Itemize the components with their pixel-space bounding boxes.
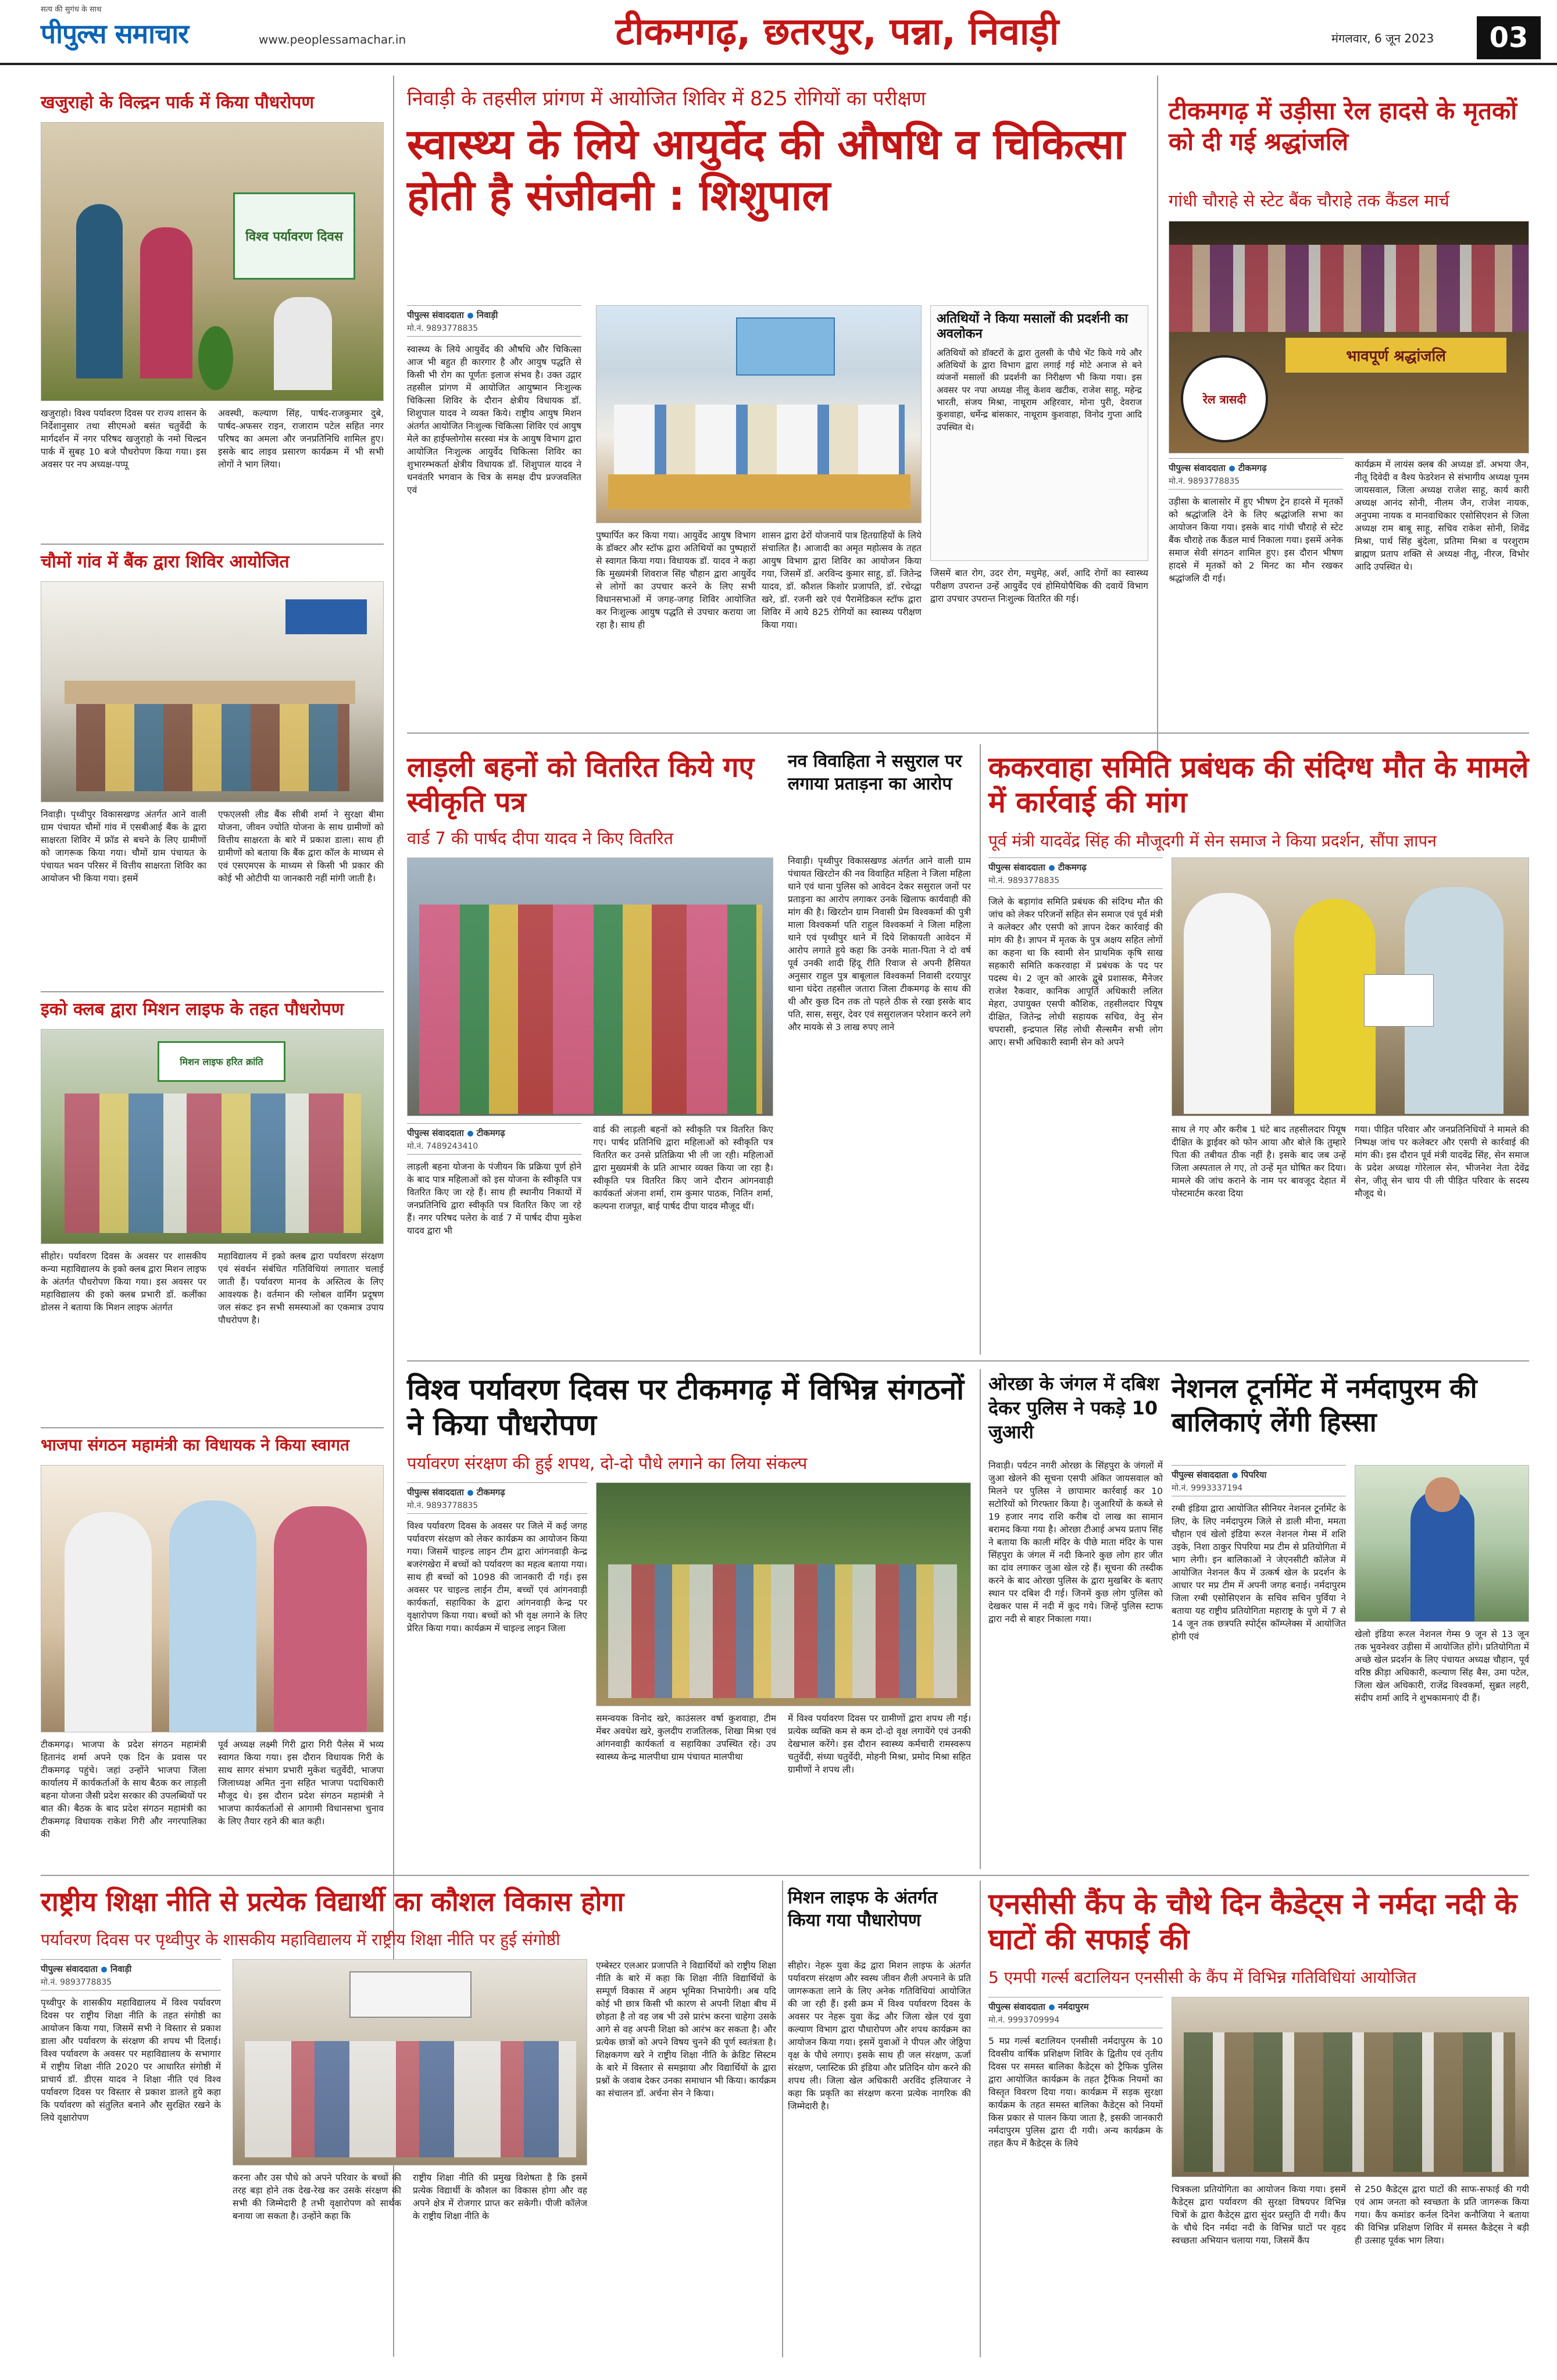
sidebar-box-spice-exhibition — [930, 305, 1148, 561]
story-body-chaumon: निवाड़ी। पृथ्वीपुर विकासखण्ड अंतर्गत आने वाली ग्राम पंचायत चौमों गांव में एसबीआई बैंक के द्वारा साक्षरता शिविर में फ्रॉड से बचने के लिए ग्रामीणों को जागरूक किया गया। चौमों ग्राम पंचायत के पंचायत भवन परिसर में वित्तीय साक्षरता शिविर का आयोजन भी किया गया। इसमें — [41, 809, 206, 884]
story-body-bjp: टीकमगढ़। भाजपा के प्रदेश संगठन महामंत्री हितानंद शर्मा अपने एक दिन के प्रवास पर टीकमगढ़ पहुंचे। जहां उन्होंने भाजपा जिला कार्यालय में कार्यकर्ताओं के साथ बैठक कर लाड़ली बहना योजना जैसी प्रदेश सरकार की उपलब्धियों पर बात की। बैठक के बाद प्रदेश संगठन महामंत्री का टीकमगढ़ विधायक राकेश गिरी और नगरपालिका की — [41, 1739, 206, 1839]
crowd — [1169, 245, 1529, 332]
sidebar-box-text: अतिथियों को डॉक्टरों के द्वारा तुलसी के पौधे भेंट किये गये और अतिथियों के द्वारा विभाग द्वारा लगाई गई मोटे अनाज से बने व्यंजनों मसालों की प्रदर्शनी का निरीक्षण भी किया गया। इस अवसर पर नपा अध्यक्ष नीलू केशव खटीक, राजेश साहू, महेन्द्र भारती, संजय मिश्रा, नाथूराम अहिरवार, मोना पुरी, देवराज कुशवाहा, धर्मेन्द्र बांसकार, नाथूराम कुशवाहा, विनोद गुप्ता आदि उपस्थित थे। — [937, 347, 1142, 433]
mission-life-headline: मिशन लाइफ के अंतर्गत किया गया पौधारोपण — [788, 1888, 938, 1931]
national-body: रग्बी इंडिया द्वारा आयोजित सीनियर नेशनल टूर्नामेंट के लिए, के लिए नर्मदापुरम जिले से डाली मीना, ममता चौहान एवं खेलो इंडिया रूरल नेशनल गेम्स में शशि उइके, निशा ठाकुर पिपरिया मप्र टीम से प्रतियोगिता में भाग लेगी। इन बालिकाओं ने जेएनसीटी कॉलेज में आयोजित नेशनल कैंप में उत्कर्ष खेल के प्रदर्शन के आधार पर मप्र टीम में अपनी जगह बनाई। नर्मदापुरम जिला रग्बी एसोसिएशन के सचिव सचिन पुर्विया ने बताया यह राष्ट्रीय प्रतियोगिता महाराष्ट्र के पुणे में 7 से 14 जून तक छत्रपति स्पोर्ट्स कॉम्प्लेक्स में आयोजित होगी एवं — [1172, 1503, 1346, 1642]
bjp-welcome-photo — [41, 1465, 384, 1732]
byline-dot — [467, 1490, 473, 1496]
person-figure — [1294, 899, 1376, 1114]
mission-life-banner: मिशन लाइफ हरित क्रांति — [158, 1041, 285, 1082]
kakarwaha-headline: ककरवाहा समिति प्रबंधक की संदिग्ध मौत के मामले में कार्रवाई की मांग — [988, 751, 1529, 819]
byline-name: पीपुल्स संवाददाता — [1169, 463, 1226, 473]
page-number: 03 — [1477, 16, 1541, 59]
national-byline — [1172, 1465, 1346, 1481]
lead-body-box-after: जिसमें बात रोग, उदर रोग, मधुमेह, अर्श, आदि रोगों का स्वास्थ्य परीक्षण उपरान्त उन्हें आयुर्वेद एवं होमियोपैथिक की दवायें विभाग द्वारा उपचार उपरान्त निःशुल्क वितरित की गई। — [930, 568, 1148, 604]
byline-name: पीपुल्स संवाददाता — [407, 310, 464, 320]
khajuraho-plantation-photo — [41, 122, 384, 401]
kakarwaha-subhead: पूर्व मंत्री यादवेंद्र सिंह की मौजूदगी में सेन समाज ने किया प्रदर्शन, सौंपा ज्ञापन — [988, 831, 1437, 850]
seminar-banner — [349, 1971, 472, 2018]
kakarwaha-body-cont: साथ ले गए और करीब 1 घंटे बाद तहसीलदार पियूष दीक्षित के ड्राईवर को फोन आया और बोले कि तुम्हारे पिता की तबीयत ठीक नहीं है। इसके बाद जब उन्हें जिला अस्पताल ले गए, तो उन्हें मृत घोषित कर दिया। मामले की जांच कराने के नाम पर बावजूद देहात में पोस्टमार्टम करवा दिया — [1172, 1124, 1346, 1199]
ncc-mobile: मो.नं. 9993709994 — [988, 2014, 1163, 2028]
story-body-chaumon-cont: एफएलसी लीड बैंक सीबी शर्मा ने सुरक्षा बीमा योजना, जीवन ज्योति योजना के साथ ग्रामीणों को वित्तीय साक्षरता के बारे में प्रकाश डाला। साथ ही ग्रामीणों को बताया कि बैंक द्वारा कॉल के माध्यम से एवं एसएमएस के माध्यम से किसी भी प्रकार की कोई भी ओटीपी या जानकारी नहीं मांगी जाती है। — [218, 809, 384, 884]
ncc-body-cont: चित्रकला प्रतियोगिता का आयोजन किया गया। इसमें कैडेट्स द्वारा पर्यावरण की सुरक्षा विषयपर विभिन्न चित्रों के द्वारा कैडेट्स द्वारा सुंदर प्रस्तुति दी गयी। कैंप के चौथे दिन नर्मदा नदी के विभिन्न घाटों पर वृहद स्वच्छता अभियान चलाया गया, जिसमें कैंप — [1172, 2184, 1346, 2246]
player-portrait-photo — [1355, 1465, 1529, 1622]
section-divider — [407, 732, 1529, 734]
region-title: टीकमगढ़, छतरपुर, पन्ना, निवाड़ी — [615, 10, 1059, 53]
tribute-body: उड़ीसा के बालासोर में हुए भीषण ट्रेन हादसे में मृतकों को श्रद्धांजलि देने के लिए श्रद्धांजलि सभा का आयोजन किया गया। इसके बाद गांधी चौराहे से स्टेट बैंक चौराहे तक कैंडल मार्च निकाला गया। इसमें अनेक समाज सेवी संगठन शामिल हुए। इस दौरान भीषण हादसे में मृतकों को 2 मिनट का मौन रखकर श्रद्धांजलि दी गई। — [1169, 496, 1343, 584]
masthead-logo — [41, 15, 256, 48]
byline-dot — [1232, 1473, 1238, 1478]
byline-place: नर्मदापुरम — [1058, 2002, 1089, 2012]
section-divider — [41, 991, 384, 992]
ncc-subhead: 5 एमपी गर्ल्स बटालियन एनसीसी के कैंप में विभिन्न गतिविधियां आयोजित — [988, 1968, 1416, 1987]
orchha-headline: ओरछा के जंगल में दबिश देकर पुलिस ने पकड़े 10 जुआरी — [988, 1373, 1159, 1443]
env-headline: विश्व पर्यावरण दिवस पर टीकमगढ़ में विभिन्न संगठनों ने किया पौधरोपण — [407, 1373, 965, 1442]
section-divider — [407, 1360, 1529, 1361]
byline-dot — [1049, 2004, 1055, 2010]
children-group — [608, 1564, 957, 1698]
lead-body-col1: स्वास्थ्य के लिये आयुर्वेद की औषधि और चिकित्सा आज भी बहुत ही कारगार है और आयुष पद्धति से किसी भी रोग का पूर्णतः इलाज संभव है। उक्त उद्गार तहसील प्रांगण में आयोजित आयुष्मान निःशुल्क चिकित्सा शिविर के दौरान क्षेत्रीय विधायक डॉ. शिशुपाल यादव ने व्यक्त किये। राष्ट्रीय आयुष मिशन अंतर्गत आयोजित निःशुल्क चिकित्सा शिविर एवं आयुष मेले का हाईफ्लोगोस सरस्वा मंत्र के आयुष विभाग द्वारा आयोजित निःशुल्क आयुर्वेद चिकित्सा शिविर का शुभारम्भकर्ता क्षेत्रीय विधायक डॉ. शिशुपाल यादव ने धनवंतरि भगवान के चित्र के समक्ष दीप प्रज्जवलित एवं — [407, 344, 581, 495]
player-face — [1425, 1477, 1460, 1512]
column-divider — [980, 744, 981, 1355]
byline-name: पीपुल्स संवाददाता — [988, 862, 1045, 873]
masthead-website: www.peoplessamachar.in — [259, 33, 406, 47]
kakarwaha-byline — [988, 857, 1163, 873]
story-heading-bjp: भाजपा संगठन महामंत्री का विधायक ने किया स्वागत — [41, 1435, 349, 1455]
person-figure — [274, 297, 332, 390]
byline-place: निवाड़ी — [476, 310, 498, 320]
byline-place: पिपरिया — [1241, 1470, 1267, 1480]
sapling — [198, 326, 233, 390]
bride-headline: नव विवाहिता ने ससुराल पर लगाया प्रताड़ना का आरोप — [788, 751, 962, 794]
kakarwaha-body: जिले के बड़ागांव समिति प्रबंधक की संदिग्ध मौत की जांच को लेकर परिजनों सहित सेन समाज एवं पूर्व मंत्री ने कलेक्टर और एसपी को ज्ञापन देकर कार्रवाई की मांग की है। ज्ञापन में मृतक के पुत्र अक्षय सहित लोगों का कहना था कि स्वामी सेन प्राथमिक कृषि साख सहकारी समिति ककरवाहा में प्रबंधक के पद पर पदस्थ थे। 2 जून को आरके द्वुबे प्रशासक, मैनेजर राजेश रैकवार, कानिक आपूर्ति अधिकारी ललित मेहरा, उपायुक्त एसपी कौशिक, तहसीलदार पियूष दीक्षित, जितेन्द्र लोधी सहायक सचिव, वेनु सेन चपरासी, इन्द्रपाल सिंह लोधी सैल्समैन सभी लोग आए। सभी अधिकारी स्वामी सेन को अपने — [988, 896, 1163, 1048]
byline-place: टीकमगढ़ — [1058, 862, 1087, 873]
person-figure — [76, 204, 123, 378]
env-plantation-photo — [596, 1482, 971, 1706]
masthead — [0, 0, 1557, 65]
audience — [76, 704, 349, 791]
byline-place: टीकमगढ़ — [476, 1128, 505, 1138]
byline-dot — [467, 313, 473, 319]
masthead-date: मंगलवार, 6 जून 2023 — [1331, 31, 1434, 45]
ayurved-camp-photo — [596, 305, 922, 523]
guests-on-stage — [614, 405, 905, 474]
tribute-headline: टीकमगढ़ में उड़ीसा रेल हादसे के मृतकों को दी गई श्रद्धांजलि — [1169, 97, 1517, 156]
education-headline: राष्ट्रीय शिक्षा नीति से प्रत्येक विद्यार्थी का कौशल विकास होगा — [41, 1886, 624, 1917]
sidebar-box-heading: अतिथियों ने किया मसालों की प्रदर्शनी का अवलोकन — [937, 312, 1129, 342]
mission-life-body: सीहोर। नेहरू युवा केंद्र द्वारा मिशन लाइफ के अंतर्गत पर्यावरण संरक्षण और स्वस्थ जीवन शैली अपनाने के प्रति जागरूकता लाने के लिए अनेक गतिविधियां आयोजित की जा रही हैं। इसी क्रम में विश्व पर्यावरण दिवस के अवसर पर नेहरू युवा केंद्र और जिला खेल एवं युवा कल्याण विभाग द्वारा पौधारोपण और शपथ कार्यक्रम का आयोजन किया गया। इसमें युवाओं ने पीपल और जेठ्ठिपा वृक्ष के पौधे लगाए। इसके साथ ही जल संरक्षण, ऊर्जा संरक्षण, प्लास्टिक फ्री इंडिया और प्रतिदिन योग करने की शपथ ली। जिला खेल अधिकारी अरविंद इलियाजर ने कहा कि प्रकृति का संरक्षण करना प्रत्येक नागरिक की जिम्मेदारी है। — [788, 1960, 971, 2111]
story-heading-eco-club: इको क्लब द्वारा मिशन लाइफ के तहत पौधरोपण — [41, 999, 344, 1020]
ncc-headline: एनसीसी कैंप के चौथे दिन कैडेट्स ने नर्मदा नदी के घाटों की सफाई की — [988, 1887, 1517, 1956]
candle-march-photo — [1169, 221, 1529, 453]
person-figure — [65, 1512, 152, 1732]
ladli-certificate-photo — [407, 857, 773, 1116]
camp-banner — [736, 317, 835, 376]
story-body-khajuraho-cont: अवस्थी, कल्याण सिंह, पार्षद-राजकुमार दुबे, पार्षद-अफसर राइन, राजाराम पटेल सहित नगर परिषद का अमला और जनप्रतिनिधि शामिल हुए। इसके बाद लाइव प्रसारण कार्यक्रम में भी सभी लोगों ने भाग लिया। — [218, 408, 384, 470]
byline-name: पीपुल्स संवाददाता — [988, 2002, 1045, 2012]
ladli-byline — [407, 1123, 581, 1139]
byline-name: पीपुल्स संवाददाता — [1172, 1470, 1229, 1480]
env-subhead: पर्यावरण संरक्षण की हुई शपथ, दो-दो पौधे लगाने का लिया संकल्प — [407, 1453, 808, 1473]
education-body-cont: करना और उस पौधे को अपने परिवार के बच्चों की तरह बड़ा होने तक देख-रेख कर उसके संरक्षण की सभी की जिम्मेदारी है तभी वृक्षारोपण को सार्थक बनाया जा सकता है। उन्होंने कहा कि — [233, 2172, 401, 2221]
env-body: विश्व पर्यावरण दिवस के अवसर पर जिले में कई जगह पर्यावरण संरक्षण को लेकर कार्यक्रम का आयोजन किया गया। जिसमें चाइल्ड लाइन टीम द्वारा आंगनवाड़ी केन्द्र बजरंगखेरा में बच्चों को पर्यावरण का महत्व बताया गया। साथ ही बच्चों को 1098 की जानकारी दी गई। इस अवसर पर चाइल्ड लाईन टीम, बच्चों एवं आंगनवाड़ी कार्यकर्ता, सहायिका के द्वारा आंगनवाड़ी केन्द्र पर वृक्षारोपण किया गया। बच्चों को भी वृक्ष लगाने के लिए प्रेरित किया गया। कार्यक्रम में चाइल्ड लाइन जिला — [407, 1521, 587, 1634]
ncc-camp-photo — [1172, 1997, 1529, 2177]
person-figure — [274, 1506, 367, 1732]
education-byline — [41, 1959, 221, 1975]
tribute-subhead: गांधी चौराहे से स्टेट बैंक चौराहे तक कैंडल मार्च — [1169, 191, 1449, 210]
person-figure — [1184, 893, 1271, 1114]
stage-table — [608, 474, 910, 509]
story-body-eco-club-cont: महाविद्यालय में इको क्लब द्वारा पर्यावरण संरक्षण एवं संवर्धन संबंधित गतिविधियां लगातार चलाई जाती हैं। पर्यावरण मानव के अस्तित्व के लिए आवश्यक है। वर्तमान की ग्लोबल वार्मिंग प्रदूषण जल संकट इन सभी समस्याओं का एकमात्र उपाय पौधरोपण है। — [218, 1251, 384, 1325]
education-body: पृथ्वीपुर के शासकीय महाविद्यालय में विश्व पर्यावरण दिवस पर राष्ट्रीय शिक्षा नीति के तहत संगोष्ठी का आयोजन किया गया, जिसमें सभी ने विस्तार से प्रकाश डाला और पर्यावरण के संरक्षण की शपथ भी दिलाई। विश्व पर्यावरण के अवसर पर महाविद्यालय के सभागार में राष्ट्रीय शिक्षा नीति 2020 पर आधारित संगोष्ठी में प्राचार्य डॉ. डीएस यादव ने शिक्षा नीति एवं विश्व पर्यावरण दिवस पर विस्तार से प्रकाश डालते हुये कहा कि पर्यावरण को संतुलित बनाने और सुरक्षित रखने के लिये वृक्षारोपण — [41, 1997, 221, 2123]
section-divider — [41, 1875, 1529, 1876]
column-divider — [1157, 76, 1158, 762]
tribute-body-cont: कार्यक्रम में लायंस क्लब की अध्यक्ष डॉ. अभया जैन, नीतू दिवेदी व वैश्य फेडरेशन से संभागीय अध्यक्ष पूनम जायसवाल, जिला अध्यक्ष राजेश साहू, कार्य कारी अध्यक्ष आनंद सोनी, नीलम जैन, राजेश नायक, अनुपमा नायक व मानवाधिकार एसोसिएशन से जिला अध्यक्ष राम बाबू साहू, सचिव राकेश सोनी, शिवेंद्र मिश्रा, पार्थ सिंह बुंदेला, प्रतिमा मिश्रा व परशुराम ब्राह्मण प्रताप शक्ति से अध्यक्ष नीतू, नीरज, विभोर आदि उपस्थित थे। — [1355, 459, 1529, 572]
env-body-cont: समन्वयक विनोद खरे, काउंसलर वर्षा कुशवाहा, टीम मेंबर अवधेश खरे, कुलदीप राजतिलक, शिखा मिश्रा एवं आंगनवाड़ी कार्यकर्ता व सहायिका उपस्थित रहे। उप स्वास्थ्य केन्द्र मालपीथा ग्राम पंचायत मालपीथा — [596, 1713, 776, 1762]
bank-camp-photo — [41, 581, 384, 802]
byline-place: टीकमगढ़ — [476, 1487, 505, 1498]
env-body-end: में विश्व पर्यावरण दिवस पर ग्रामीणों द्वारा शपथ ली गई। प्रत्येक व्यक्ति कम से कम दो-दो वृक्ष लगायेंगे एवं उनकी देखभाल करेंगे। इस दौरान स्वास्थ्य कर्मचारी रामस्वरूप चतुर्वेदी, संध्या चतुर्वेदी, मोहनी मिश्रा, प्रमोद मिश्रा सहित ग्रामीणों ने शपथ ली। — [788, 1713, 971, 1775]
masthead-tagline: सत्य की सुगंध के साथ — [41, 5, 102, 14]
byline-name: पीपुल्स संवाददाता — [407, 1487, 464, 1498]
national-mobile: मो.नं. 9993337194 — [1172, 1482, 1346, 1496]
section-divider — [41, 1427, 384, 1428]
byline-name: पीपुल्स संवाददाता — [41, 1964, 98, 1974]
section-divider — [41, 544, 384, 545]
person-figure — [169, 1500, 256, 1732]
story-body-eco-club: सीहोर। पर्यावरण दिवस के अवसर पर शासकीय कन्या महाविद्यालय के इको क्लब द्वारा मिशन लाइफ के अंतर्गत पौधरोपण किया गया। इस अवसर पर महाविद्यालय की इको क्लब प्रभारी डॉ. कलींका डोलस ने बताया कि मिशन लाइफ अंतर्गत — [41, 1251, 206, 1313]
story-body-khajuraho: खजुराहो। विश्व पर्यावरण दिवस पर राज्य शासन के निर्देशानुसार तथा सीएमओ बसंत चतुर्वेदी के मार्गदर्शन में नगर परिषद खजुराहो के नमो चिल्द्रन पार्क में सुबह 10 बजे पौधरोपण किया गया। इस अवसर पर नप अध्यक्ष-पप्पू — [41, 408, 206, 470]
env-mobile: मो.नं. 9893778835 — [407, 1500, 587, 1514]
lead-body-col3: शासन द्वारा ढेरों योजनायें पात्र हितग्राहियों के लिये संचालित है। आजादी का अमृत महोत्सव के तहत आयुष विभाग द्वारा शिविर का आयोजन किया गया, जिसमें डॉ. अरविन्द कुमार साहू, डॉ. जितेन्द्र यादव, डॉ. कौशल किशोर प्रजापति, डॉ. रचेव्द्वा खरे, डॉ. रजनी खरे एवं पैरामेडिकल स्टॉफ द्वारा शिविर में आये 825 रोगियों का स्वास्थ्य परीक्षण किया गया। — [762, 530, 922, 630]
education-subhead: पर्यावरण दिवस पर पृथ्वीपुर के शासकीय महाविद्यालय में राष्ट्रीय शिक्षा नीति पर हुई संगोष्ठी — [41, 1930, 560, 1949]
memorandum-paper — [1364, 974, 1434, 1027]
person-figure — [140, 227, 192, 378]
env-byline — [407, 1482, 587, 1498]
national-body-cont: खेलो इंडिया रूरल नेशनल गेम्स 9 जून से 13 जून तक भुवनेश्वर उड़ीसा में आयोजित होंगे। प्रतियोगिता में अच्छे खेल प्रदर्शन के लिए पंचायत अध्यक्ष चौहान, पूर्व वरिष्ठ क्रीड़ा अधिकारी, कल्याण सिंह बैस, उमा पटेल, जिला खेल अधिकारी, राजेंद्र विश्वकर्मा, सुब्रत लहरी, संदीप शर्मा आदि ने शुभकामनाएं दी हैं। — [1355, 1629, 1529, 1703]
lead-mobile: मो.नं. 9893778835 — [407, 323, 581, 337]
byline-place: टीकमगढ़ — [1238, 463, 1267, 473]
education-body-cont2: राष्ट्रीय शिक्षा नीति की प्रमुख विशेषता है कि इसमें प्रत्येक विद्यार्थी के कौशल का विकास होगा और वह अपने क्षेत्र में रोजगार प्राप्त कर सकेगी। पीजी कॉलेज के राष्ट्रीय शिक्षा नीति के — [413, 2172, 587, 2221]
eco-club-photo — [41, 1029, 384, 1244]
ncc-byline — [988, 1997, 1163, 2013]
story-body-bjp-cont: पूर्व अध्यक्ष लक्ष्मी गिरी द्वारा गिरी पैलेस में भव्य स्वागत किया गया। इस दौरान विधायक गिरी के साथ सागर संभाग प्रभारी मुकेश चतुर्वेदी, भाजपा जिलाध्यक्ष अमित नुना सहित भाजपा पदाधिकारी मौजूद थे। इस दौरान प्रदेश संगठन महामंत्री ने भाजपा कार्यकर्ताओं से आगामी विधानसभा चुनाव के लिए तैयार रहने की बात कही। — [218, 1739, 384, 1827]
seminar-guests — [245, 2041, 576, 2157]
education-mobile: मो.नं. 9893778835 — [41, 1977, 221, 1991]
column-divider — [782, 1881, 783, 2357]
byline-name: पीपुल्स संवाददाता — [407, 1128, 464, 1138]
story-heading-khajuraho: खजुराहो के विल्द्रन पार्क में किया पौधरोपण — [41, 92, 315, 113]
ladli-body: लाड़ली बहना योजना के पंजीयन कि प्रक्रिया पूर्ण होने के बाद पात्र महिलाओं को इस योजना के स्वीकृति पत्र वितरित किए जा रहे हैं। साथ ही स्थानीय निकायों में जनप्रतिनिधि द्वारा स्वीकृति पत्र वितरित किए जा रहे हैं। नगर परिषद पलेरा के वार्ड 7 में पार्षद दीपा मुकेश यादव द्वारा भी — [407, 1162, 581, 1236]
lead-body-col2: पुष्पार्पित कर किया गया। आयुर्वेद आयुष विभाग के डॉक्टर और स्टॉफ द्वारा अतिथियों का पुष्पहारों से स्वागत किया गया। विधायक डॉ. यादव ने कहा कि मुख्यमंत्री शिवराज सिंह चौहान द्वारा आयुर्वेद से लोगों का उपचार करने के लिए सभी विधानसभाओं में जगह-जगह शिविर आयोजित कर निःशुल्क आयुष पद्धति से उपचार कराया जा रहा है। साथ ही — [596, 530, 756, 630]
ladli-subhead: वार्ड 7 की पार्षद दीपा यादव ने किए वितरित — [407, 828, 674, 848]
byline-dot — [101, 1967, 107, 1972]
byline-dot — [1229, 466, 1235, 471]
lead-byline — [407, 305, 581, 321]
kakarwaha-body-end: गया। पीड़ित परिवार और जनप्रतिनिधियों ने मामले की निष्पक्ष जांच पर कलेक्टर और एसपी से कार्रवाई की मांग की। इस दौरान पूर्व मंत्री यादवेंद्र सिंह, सेन समाज के प्रदेश अध्यक्ष गोरेलाल सेन, भीजनेश नेता देवेंद्र सेन, जीतू सेन चाय पी ली पीड़ित परिवार के सदस्य मौजूद थे। — [1355, 1124, 1529, 1199]
lead-kicker: निवाड़ी के तहसील प्रांगण में आयोजित शिविर में 825 रोगियों का परीक्षण — [407, 87, 926, 110]
ladli-headline: लाड़ली बहनों को वितरित किये गए स्वीकृति पत्र — [407, 751, 755, 819]
kakarwaha-mobile: मो.नं. 9893778835 — [988, 875, 1163, 889]
ncc-body-end: से 250 कैडेट्स द्वारा घाटों की साफ-सफाई की गयी एवं आम जनता को स्वच्छता के प्रति जागरूक किया गया। कैंप कमांडर कर्नल दिनेश कनौजिया ने बताया की विभिन्न प्रशिक्षण शिविर में समस्त कैडेट्स ने बड़ी ही उत्साह पूर्वक भाग लिया। — [1355, 2184, 1529, 2246]
tribute-mobile: मो.नं. 9893778835 — [1169, 476, 1343, 489]
national-headline: नेशनल टूर्नामेंट में नर्मदापुरम की बालिकाएं लेंगी हिस्सा — [1172, 1373, 1477, 1438]
column-divider — [980, 1881, 981, 2357]
tribute-sign: रेल त्रासदी — [1181, 355, 1268, 442]
lead-headline: स्वास्थ्य के लिये आयुर्वेद की औषधि व चिकित्सा होती है संजीवनी : शिशुपाल — [407, 120, 1125, 220]
logo-text: पीपुल्स समाचार — [41, 18, 189, 49]
column-divider — [980, 1369, 981, 1869]
cadets-group — [1184, 2032, 1515, 2172]
seminar-photo — [233, 1959, 587, 2165]
ncc-body: 5 मप्र गर्ल्स बटालियन एनसीसी नर्मदापुरम के 10 दिवसीय वार्षिक प्रशिक्षण शिविर के द्वितीय एवं तृतीय दिवस पर समस्त बालिका कैडेट्स को ट्रैफिक पुलिस द्वारा आयोजित कार्यक्रम के तहत ट्रैफिक नियमों का विस्तृत विवरण दिया गया। कार्यक्रम में सड़क सुरक्षा कार्यक्रम के तहत समस्त बालिका कैडेट्स को नियमों किस प्रकार से पालन किया जाता है, इसकी जानकारी नर्मदापुरम पुलिस द्वारा दी गयी। अन्य कार्यक्रम के तहत कैंप में कैडेट्स के लिये — [988, 2036, 1163, 2149]
byline-place: निवाड़ी — [110, 1964, 132, 1974]
memorandum-photo — [1172, 857, 1529, 1116]
orchha-body: निवाड़ी। पर्यटन नगरी ओरछा के सिंहपुरा के जंगलों में जुआ खेलने की सूचना एसपी अंकित जायसवाल को मिलने पर पुलिस ने छापामार कार्रवाई कर 10 सटोरियों को गिरफ्तार किया है। जुआरियों के कब्जे से 19 हजार नगद राशि करीब दो लाख का सामान बरामद किया गया है। ओरछा टीआई अभय प्रताप सिंह ने बताया कि काली मंदिर के पीछे माता मंदिर के पास सिंहपुरा के जंगल में नदी किनारे कुछ लोग हार जीत का दांव लगाकर जुआ खेल रहे हैं। सूचना की तस्दीक करने के बाद ओरछा पुलिस के द्वारा मुखबिर के बताए स्थान पर दबिश दी गई। जिनमें कुछ लोग पुलिस को देखकर पास में नदी में कूद गये। जिन्हें पुलिस स्टाफ द्वारा नदी से बाहर निकाला गया। — [988, 1460, 1163, 1624]
environment-day-banner: विश्व पर्यावरण दिवस — [233, 192, 355, 280]
education-body-end: एम्बेस्टर एलआर प्रजापति ने विद्यार्थियों को राष्ट्रीय शिक्षा नीति के बारे में कहा कि शिक्षा नीति विद्यार्थियों के सम्पूर्ण विकास में अहम भूमिका निभायेगी। अब यदि कोई भी छात्र किसी भी कारण से अपनी शिक्षा बीच में छोड़ता है तो वह जब भी उसे प्रारंभ करना चाहेगा उसके आगे से वह अपनी शिक्षा को आरंभ कर सकता है। और प्रत्येक छात्रों को अपने विषय चुनने की पूर्ण स्वतंत्रता है। शिक्षकगण खरे ने राष्ट्रीय शिक्षा नीति के क्रेडिट सिस्टम के बारे में विस्तार से समझाया और विद्यार्थियों के द्वारा प्रश्नों के जवाब देकर उनका समाधान भी किया। कार्यक्रम का संचालन डॉ. अर्चना सेन ने किया। — [596, 1960, 776, 2099]
story-heading-chaumon: चौमों गांव में बैंक द्वारा शिविर आयोजित — [41, 552, 290, 572]
byline-dot — [467, 1131, 473, 1137]
sbi-board — [285, 599, 367, 634]
ladli-body-cont: वार्ड की लाड़ली बहनों को स्वीकृति पत्र वितरित किए गए। पार्षद प्रतिनिधि द्वारा महिलाओं को स्वीकृति पत्र वितरित कर उनसे प्रतिक्रिया भी ली जा रही। महिलाओं द्वारा मुख्यमंत्री के प्रति आभार व्यक्त किया जा रहा है। स्वीकृति पत्र वितरित किए जाने दौरान आंगनवाड़ी कार्यकर्ता अंजना शर्मा, राम कुमार पाठक, नितिन शर्मा, कल्पना राजपूत, बाई पार्षद दीपा यादव मौजूद थीं। — [593, 1124, 773, 1212]
tribute-byline — [1169, 458, 1343, 474]
table — [65, 681, 355, 704]
bride-body: निवाड़ी। पृथ्वीपुर विकासखण्ड अंतर्गत आने वाली ग्राम पंचायत खिरटोन की नव विवाहित महिला ने जिला महिला थाने एवं थाना पुलिस को आवेदन देकर ससुराल जनों पर प्रताड़ना का आरोप लगाकर उनके खिलाफ कार्यवाही की मांग की है। खिरटोन ग्राम निवासी प्रेम विश्वकर्मा की पुत्री माला विश्वकर्मा पति राहुल विश्वकर्मा ने जिला महिला थाने एवं पृथ्वीपुर थाने में दिये शिकायती आवेदन में आरोप लगाते हुये कहा कि उनके माता-पिता ने दो वर्ष पूर्व उनकी शादी हिंदू रीति रिवाज से अपनी हैसियत अनुसार राहुल पुत्र बाबूलाल विश्वकर्मा निवासी दरयापुर थाना घंदेरा तहसील जतारा जिला टीकमगढ़ के साथ की थी और कुछ दिन तक तो पहले ठीक से रखा इसके बाद पति, सास, ससुर, देवर एवं ससुरालजन परेशान करने लगे और मायके से 3 लाख रुपए लाने — [788, 856, 971, 1032]
byline-dot — [1049, 865, 1055, 871]
tribute-banner: भावपूर्ण श्रद्धांजलि — [1285, 338, 1506, 373]
group-of-students — [65, 1093, 361, 1233]
women-holding-letters — [419, 905, 762, 1114]
ladli-mobile: मो.नं. 7489243410 — [407, 1141, 581, 1155]
